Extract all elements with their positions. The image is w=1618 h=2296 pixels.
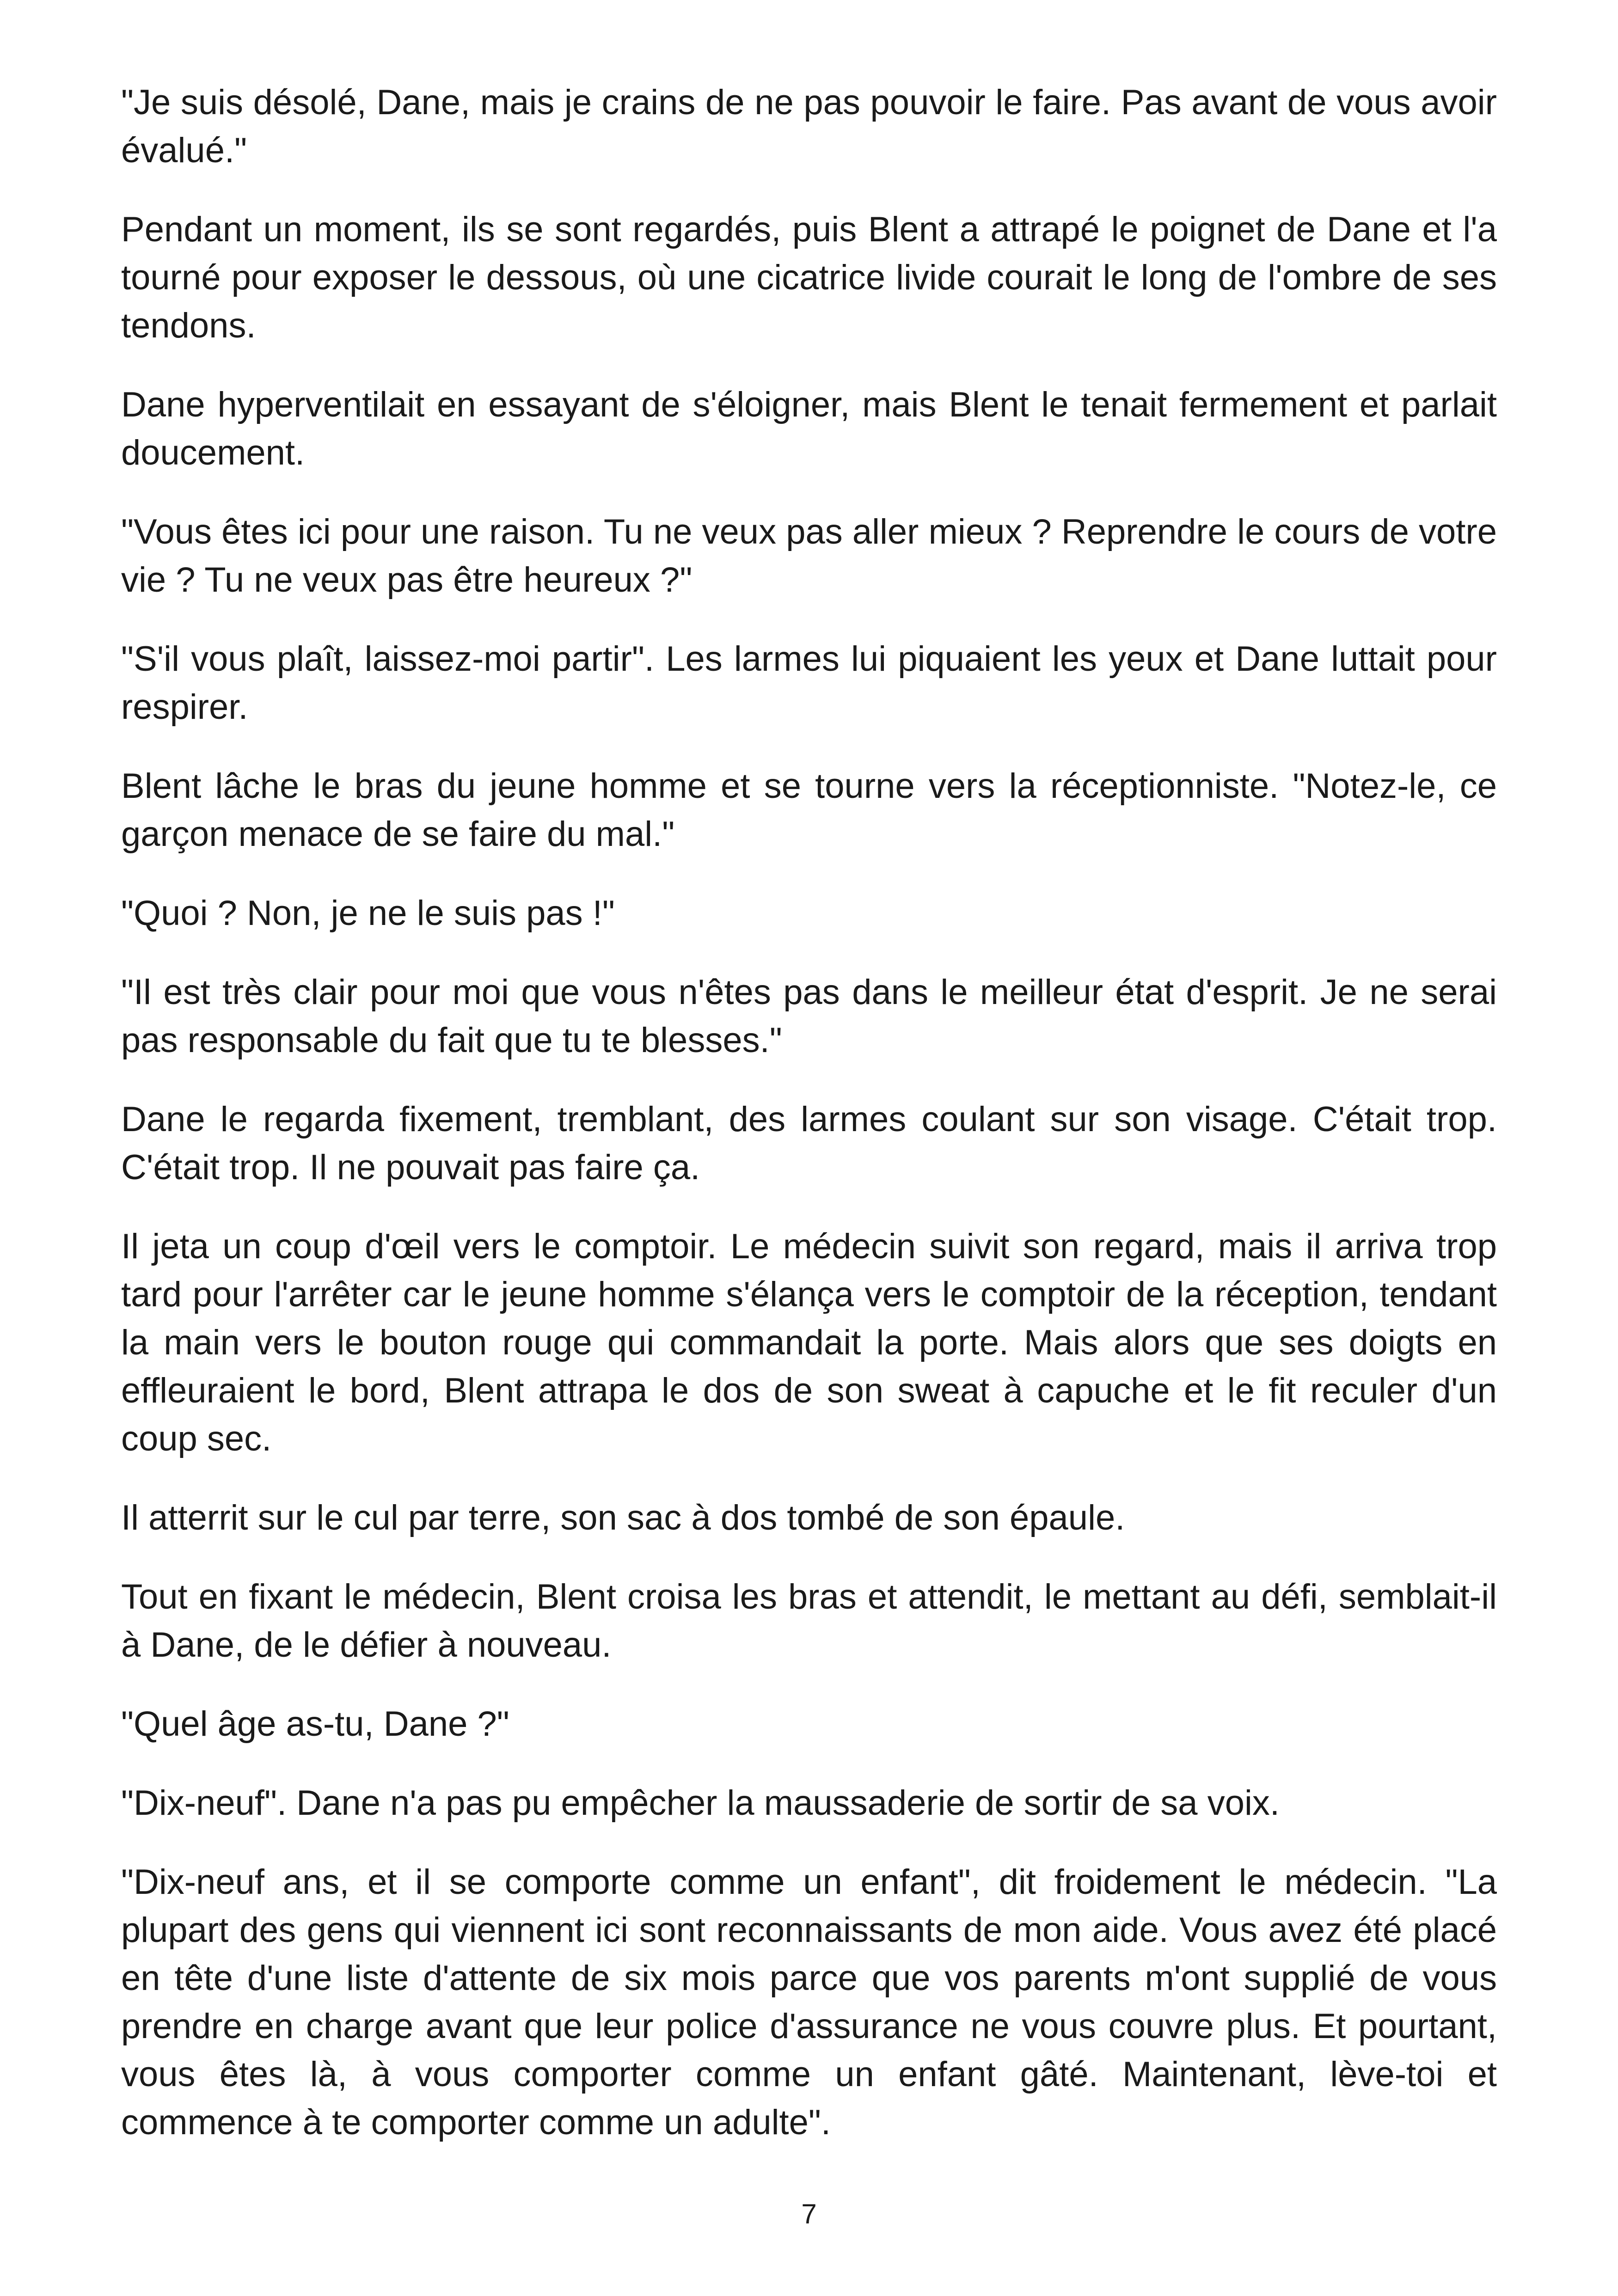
paragraph: "Il est très clair pour moi que vous n'êtes pas dans le meilleur état d'esprit. Je ne serai pas responsable du fait que tu te blesses." [121,973,1497,1060]
paragraph: "Dix-neuf". Dane n'a pas pu empêcher la maussaderie de sortir de sa voix. [121,1783,1280,1823]
paragraph: Il jeta un coup d'œil vers le comptoir. Le médecin suivit son regard, mais il arriva trop tard pour l'arrêter car le jeune homme s'élança vers le comptoir de la réception, tendant la main vers le bouton rouge qui commandait la porte. Mais alors que ses doigts en effleuraient le bord, Blent attrapa le dos de son sweat à capuche et le fit reculer d'un coup sec. [121,1227,1497,1458]
paragraph: "S'il vous plaît, laissez-moi partir". Les larmes lui piquaient les yeux et Dane luttait pour respirer. [121,639,1497,727]
paragraph: "Quoi ? Non, je ne le suis pas !" [121,894,615,933]
paragraph: "Vous êtes ici pour une raison. Tu ne veux pas aller mieux ? Reprendre le cours de votre vie ? Tu ne veux pas être heureux ?" [121,512,1497,600]
page-number: 7 [801,2198,817,2229]
paragraph: "Je suis désolé, Dane, mais je crains de ne pas pouvoir le faire. Pas avant de vous avoir évalué." [121,83,1497,170]
document-body [121,79,1497,2178]
paragraph: "Quel âge as-tu, Dane ?" [121,1704,509,1744]
paragraph: Blent lâche le bras du jeune homme et se tourne vers la réceptionniste. "Notez-le, ce garçon menace de se faire du mal." [121,766,1497,854]
paragraph: Il atterrit sur le cul par terre, son sac à dos tombé de son épaule. [121,1498,1125,1537]
paragraph: Pendant un moment, ils se sont regardés, puis Blent a attrapé le poignet de Dane et l'a tourné pour exposer le dessous, où une cicatrice livide courait le long de l'ombre de ses tendons. [121,210,1497,345]
paragraph: Tout en fixant le médecin, Blent croisa les bras et attendit, le mettant au défi, semblait-il à Dane, de le défier à nouveau. [121,1577,1497,1665]
paragraph: Dane le regarda fixement, tremblant, des larmes coulant sur son visage. C'était trop. C'était trop. Il ne pouvait pas faire ça. [121,1100,1497,1187]
paragraph: Dane hyperventilait en essayant de s'éloigner, mais Blent le tenait fermement et parlait doucement. [121,385,1497,472]
paragraph: "Dix-neuf ans, et il se comporte comme un enfant", dit froidement le médecin. "La plupart des gens qui viennent ici sont reconnaissants de mon aide. Vous avez été placé en tête d'une liste d'attente de six mois parce que vos parents m'ont supplié de vous prendre en charge avant que leur police d'assurance ne vous couvre plus. Et pourtant, vous êtes là, à vous comporter comme un enfant gâté. Maintenant, lève-toi et commence à te comporter comme un adulte". [121,1862,1497,2142]
